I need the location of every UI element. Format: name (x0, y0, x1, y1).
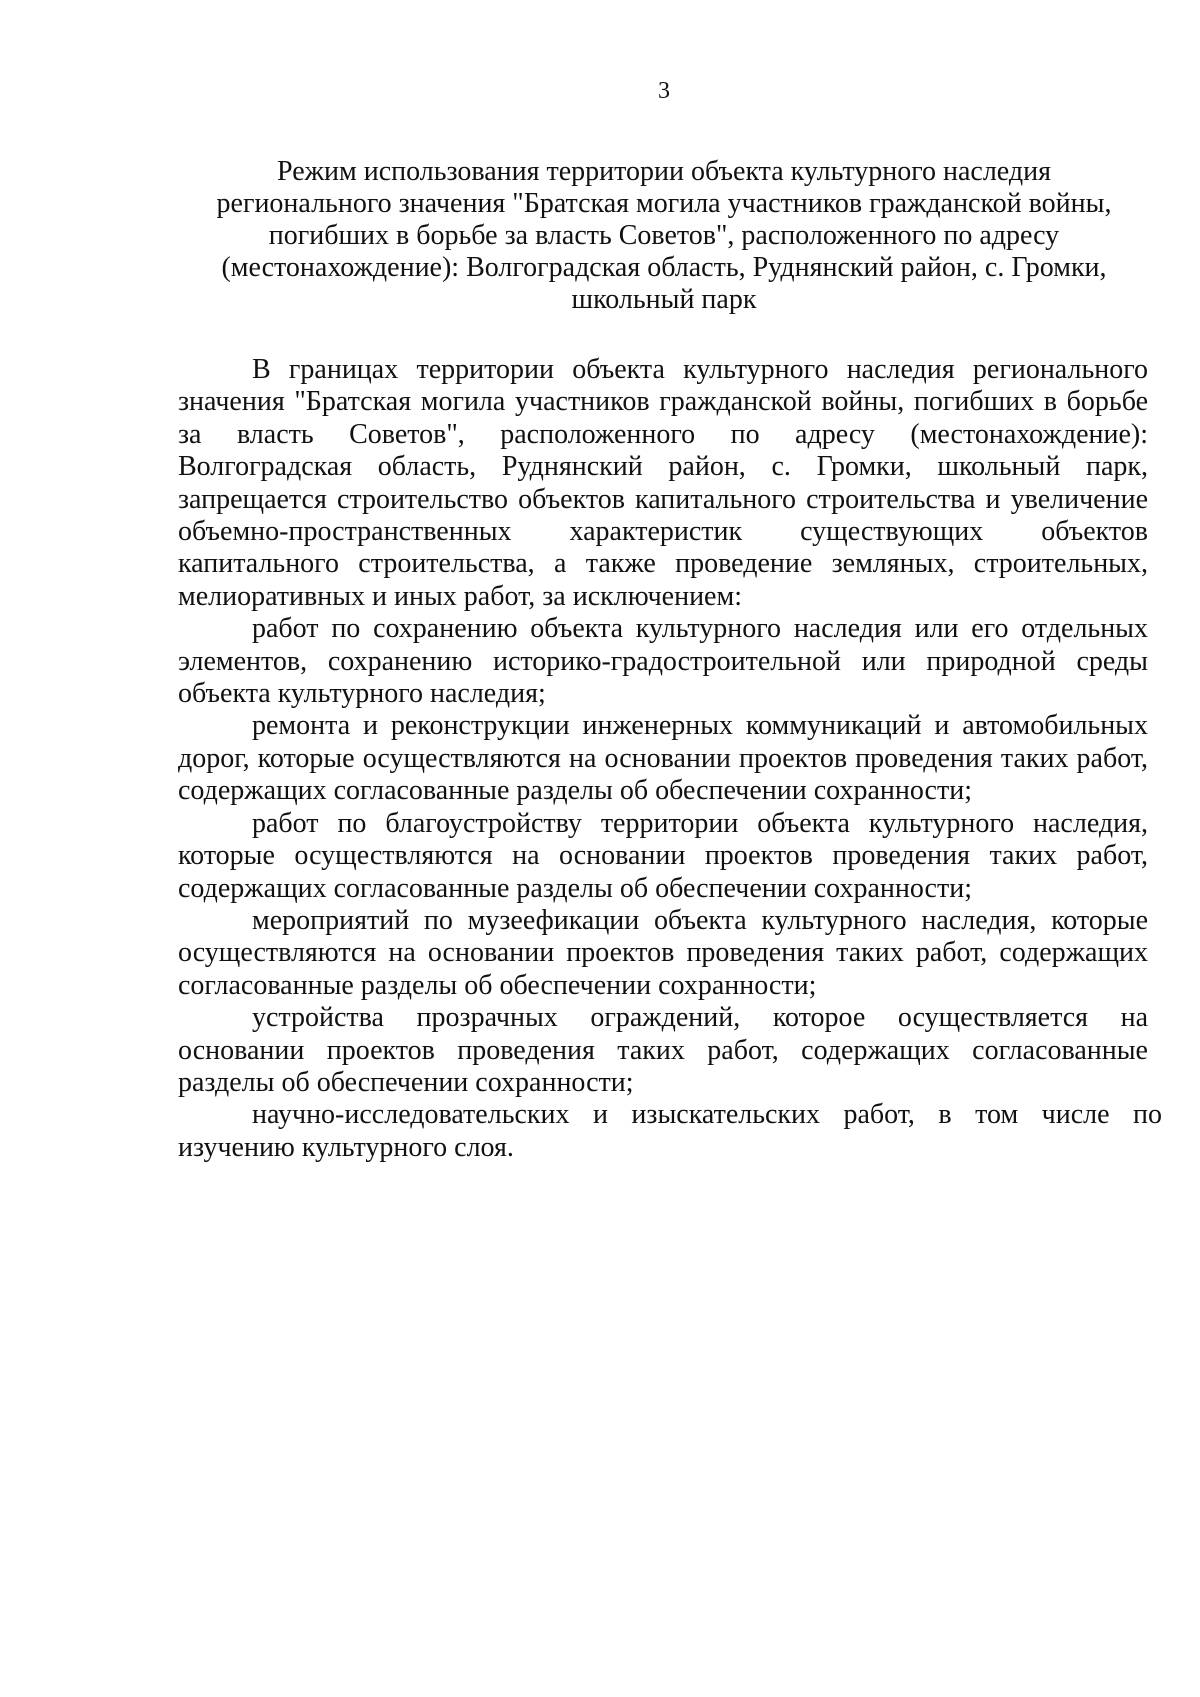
paragraph-exception: мероприятий по музеефикации объекта культурного наследия, которые осуществляются на основании проектов проведения таких работ, содержащих согласованные разделы об обеспечении сохранности; (178, 904, 1148, 1001)
paragraph-exception: работ по сохранению объекта культурного наследия или его отдельных элементов, сохранению историко-градостроительной или природной среды объекта культурного наследия; (178, 613, 1148, 710)
document-body (178, 354, 1162, 1164)
heading-line: (местонахождение): Волгоградская область, Руднянский район, с. Громки, (221, 252, 1107, 283)
paragraph-exception: ремонта и реконструкции инженерных коммуникаций и автомобильных дорог, которые осуществляются на основании проектов проведения таких работ, содержащих согласованные разделы об обеспечении сохранности; (178, 710, 1148, 807)
document-heading (150, 156, 1178, 316)
paragraph-exception: устройства прозрачных ограждений, которое осуществляется на основании проектов проведения таких работ, содержащих согласованные разделы об обеспечении сохранности; (178, 1002, 1148, 1098)
heading-line: Режим использования территории объекта культурного наследия (277, 156, 1051, 187)
heading-line: погибших в борьбе за власть Советов", расположенного по адресу (268, 220, 1060, 251)
heading-line: школьный парк (571, 284, 757, 315)
page-number: 3 (658, 78, 670, 104)
paragraph-intro: В границах территории объекта культурного наследия регионального значения "Братская могила участников гражданской войны, погибших в борьбе за власть Советов", расположенного по адресу (местонахождение): Волгоградская область, Руднянский район, с. Громки, школьный парк, запрещается строительство объектов капитального строительства и увеличение объемно-пространственных характеристик существующих объектов капитального строительства, а также проведение земляных, строительных, мелиоративных и иных работ, за исключением: (178, 354, 1148, 612)
paragraph-exception: научно-исследовательских и изыскательских работ, в том числе по изучению культурного слоя. (178, 1099, 1162, 1163)
heading-line: регионального значения "Братская могила участников гражданской войны, (216, 188, 1112, 219)
paragraph-exception: работ по благоустройству территории объекта культурного наследия, которые осуществляются на основании проектов проведения таких работ, содержащих согласованные разделы об обеспечении сохранности; (178, 807, 1148, 904)
